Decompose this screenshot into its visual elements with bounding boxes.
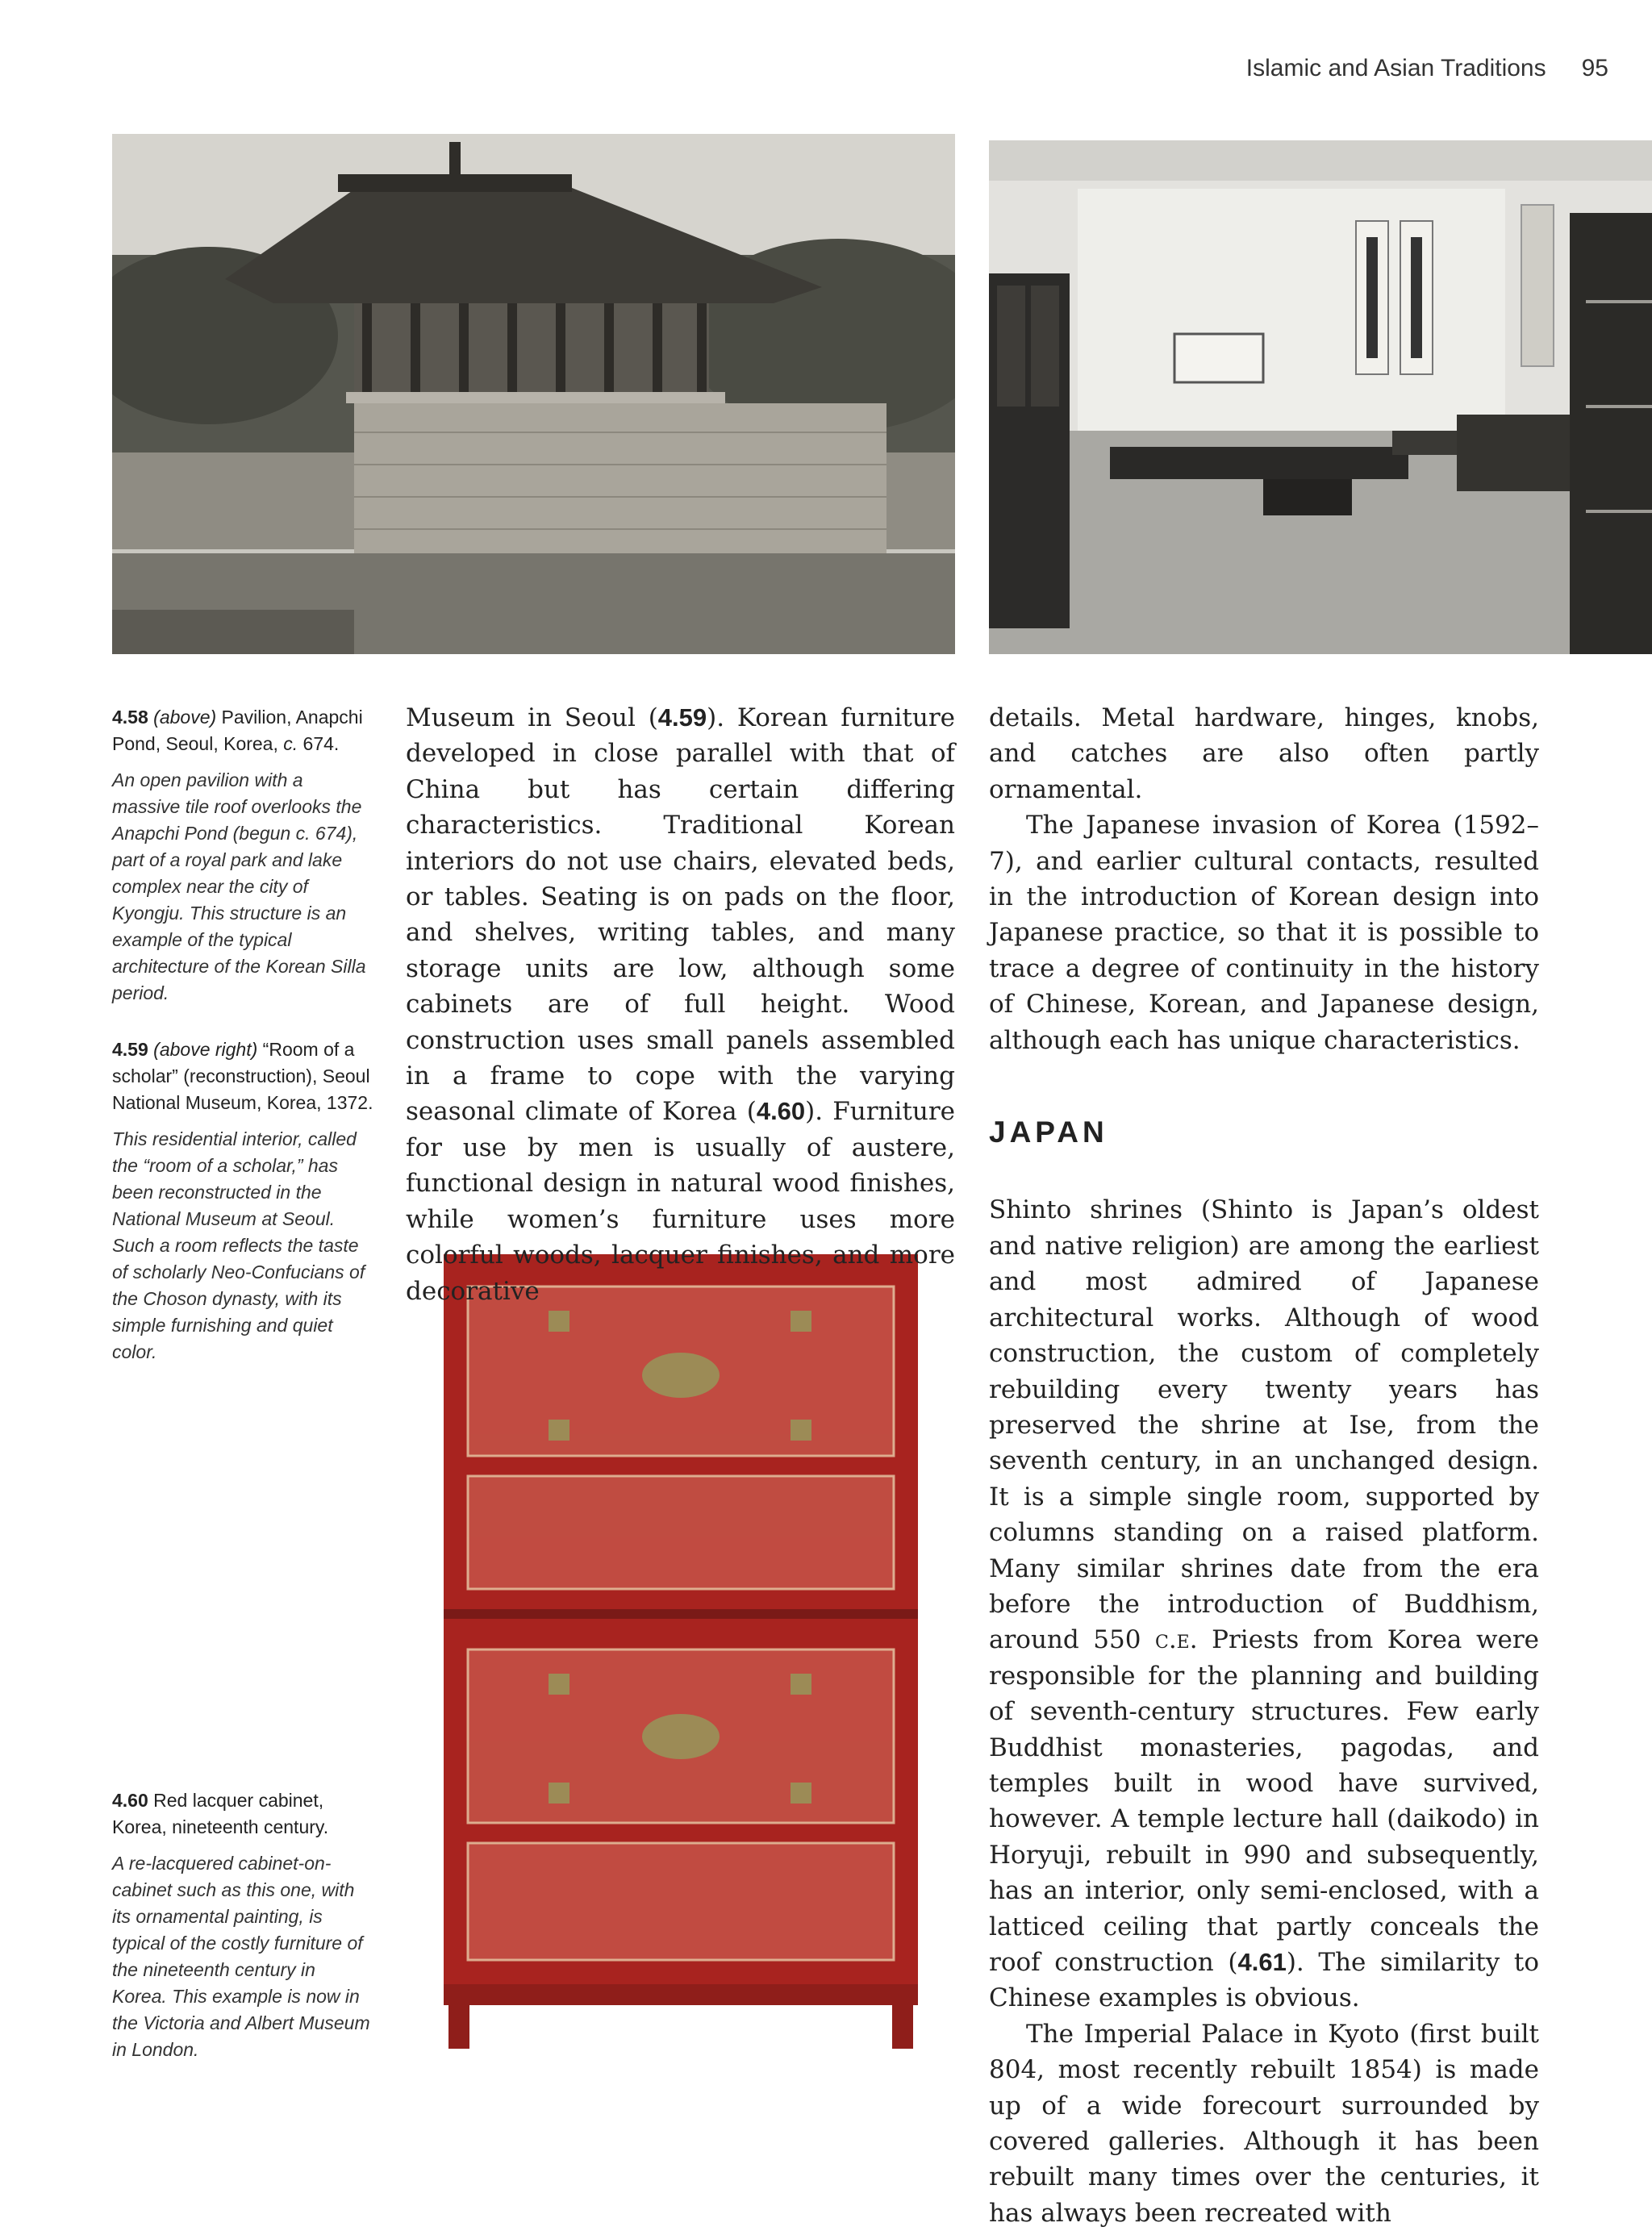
caption-4-60 [112,1787,374,2063]
running-head [1246,55,1608,82]
figure-reference: 4.60 [756,1097,806,1126]
caption-title [112,1036,374,1116]
body-paragraph: The Japanese invasion of Korea (1592–7), and earlier cultural contacts, resulted in the introduction of Korean design into Japanese practice, so that it is possible to trace a degree of continuity in the history of Chinese, Korean, and Japanese design, although each has unique characteristics. [989,811,1539,1055]
figure-reference: 4.59 [657,703,707,732]
caption-title [112,704,374,757]
caption-4-59 [112,1036,374,1366]
figure-description: This residential interior, called the “room of a scholar,” has been reconstructed in the National Museum at Seoul. Such a room reflects the taste of scholarly Neo-Confucians of the Choson dynasty, with its simple furnishing and quiet color. [112,1128,365,1362]
figure-date-prefix: c. [283,733,298,754]
body-paragraph: Shinto shrines (Shinto is Japan’s oldest and native religion) are among the earliest and most admired of Japanese architectural works. Although of wood construction, the custom of completely rebuilding every twenty years has preserved the shrine at Ise, from the seventh century, in an unchanged design. It is a simple single room, supported by columns standing on a raised platform. Many similar shrines date from the era before the introduction of Buddhism, around 550 c.e. Priests from Korea were responsible for the planning and building of seventh-century structures. Few early Buddhist monasteries, pagodas, and temples built in wood have survived, however. A temple lecture hall (daikodo) in Horyuji, rebuilt in 990 and subsequently, has an interior, only semi-enclosed, with a latticed ceiling that partly conceals the roof construction (4.61). The similarity to Chinese examples is obvious. [989,1195,1539,2013]
figure-position: (above right) [153,1039,258,1060]
section-heading: JAPAN [989,1116,1108,1149]
figure-title: Red lacquer cabinet, Korea, nineteenth century. [112,1790,329,1837]
era-abbreviation: c.e. [1154,1625,1198,1655]
figure-position: (above) [153,707,217,728]
body-paragraph: details. Metal hardware, hinges, knobs, and catches are also often partly ornamental. [989,703,1539,804]
figure-number: 4.60 [112,1790,148,1811]
figure-title: Pavilion, Anapchi Pond, Seoul, Korea, [112,707,363,754]
figure-description: An open pavilion with a massive tile roof overlooks the Anapchi Pond (begun c. 674), part of a royal park and lake complex near the city of Kyongju. This structure is an example of the typical architecture of the Korean Silla period. [112,769,366,1003]
section-title: Islamic and Asian Traditions [1245,55,1546,81]
lacquer-cabinet-photo [436,1254,926,2049]
caption-4-58 [112,704,374,1007]
figure-description: A re-lacquered cabinet-on-cabinet such as this one, with its ornamental painting, is typical of the costly furniture of the nineteenth century in Korea. This example is now in the Victoria and Albert Museum in London. [112,1853,370,2060]
body-paragraph: The Imperial Palace in Kyoto (first built 804, most recently rebuilt 1854) is made up of a wide forecourt surrounded by covered galleries. Although it has been rebuilt many times over the centuries, it has always been recreated with [989,2019,1539,2228]
right-column [989,700,1539,2231]
pavilion-photo [112,134,955,654]
middle-column [406,700,955,1309]
figure-reference: 4.61 [1237,1948,1287,1976]
figure-date: 674. [302,733,340,754]
caption-title [112,1787,374,1841]
figure-title: “Room of a scholar” (reconstruction), Seoul National Museum, Korea, 1372. [112,1039,373,1113]
page-number: 95 [1581,55,1608,81]
body-paragraph: Museum in Seoul (4.59). Korean furniture developed in close parallel with that of China but has certain differing characteristics. Traditional Korean interiors do not use chairs, elevated beds, or tables. Seating is on pads on the floor, and shelves, writing tables, and many storage units are low, although some cabinets are of full height. Wood construction uses small panels assembled in a frame to cope with the varying seasonal climate of Korea (4.60). Furniture for use by men is usually of austere, functional design in natural wood finishes, while women’s furniture uses more colorful woods, lacquer finishes, and more decorative [406,703,955,1306]
figure-number: 4.58 [112,707,148,728]
scholar-room-photo [989,140,1652,654]
figure-number: 4.59 [112,1039,148,1060]
